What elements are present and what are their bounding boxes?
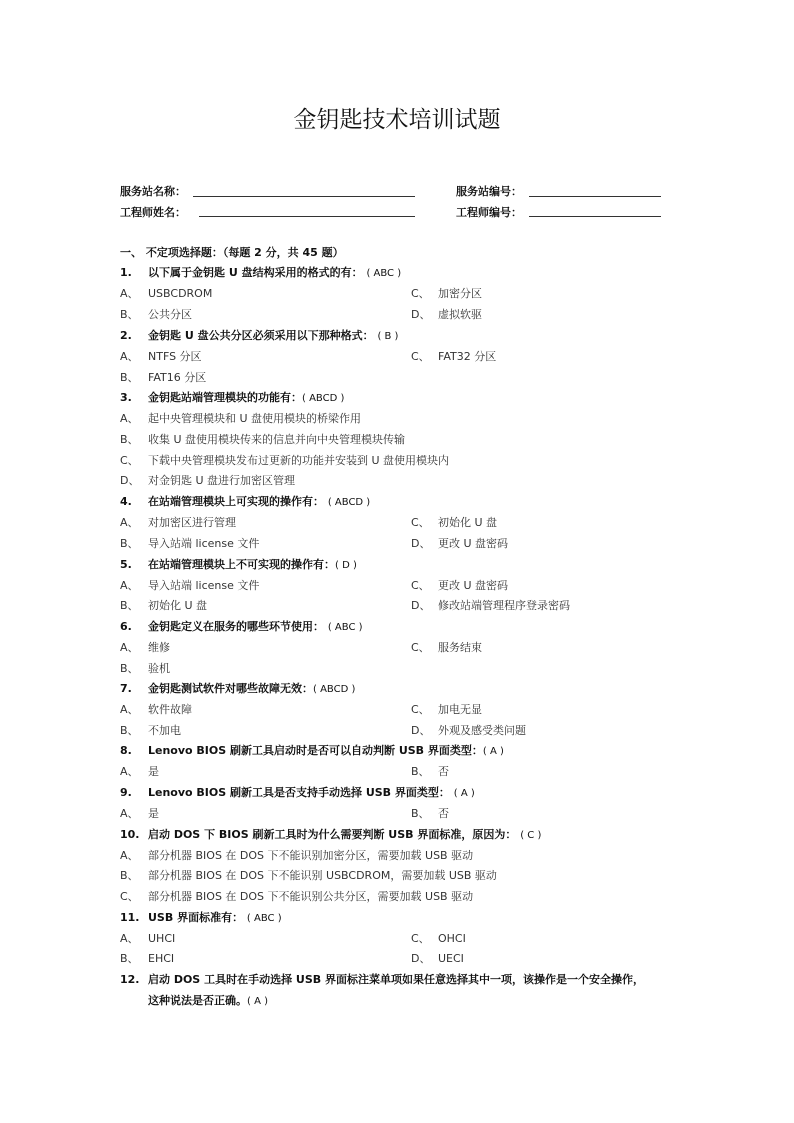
question-number: 4. xyxy=(120,495,132,508)
question-answer: ( A ) xyxy=(482,746,504,757)
option-letter: C、 xyxy=(120,454,139,467)
option-letter: A、 xyxy=(120,287,139,300)
option-letter: B、 xyxy=(120,433,139,446)
option-letter: C、 xyxy=(411,287,430,300)
option-text: 维修 xyxy=(148,641,170,654)
option-letter: B、 xyxy=(120,869,139,882)
question-text: 这种说法是否正确。( A ) xyxy=(148,994,269,1007)
question-number: 9. xyxy=(120,786,132,799)
option-letter: C、 xyxy=(411,350,430,363)
option-text: 更改 U 盘密码 xyxy=(438,537,509,550)
option-letter: A、 xyxy=(120,932,139,945)
question-number: 8. xyxy=(120,744,132,757)
option-letter: D、 xyxy=(411,952,431,965)
option-letter: D、 xyxy=(411,724,431,737)
engineer-no-line[interactable] xyxy=(529,216,661,217)
station-name-line[interactable] xyxy=(193,196,415,197)
question-text: 金钥匙 U 盘公共分区必须采用以下那种格式： ( B ) xyxy=(148,329,399,342)
option-letter: B、 xyxy=(120,952,139,965)
question-number: 12. xyxy=(120,973,140,986)
option-letter: A、 xyxy=(120,703,139,716)
question-answer: ( C ) xyxy=(520,830,542,841)
option-letter: C、 xyxy=(411,932,430,945)
option-text: 服务结束 xyxy=(438,641,482,654)
option-text: 否 xyxy=(438,765,449,778)
option-text: UHCI xyxy=(148,932,176,945)
question-answer: ( D ) xyxy=(335,560,357,571)
option-letter: D、 xyxy=(411,308,431,321)
option-letter: A、 xyxy=(120,350,139,363)
question-answer: ( A ) xyxy=(453,788,475,799)
section-title: 一、 不定项选择题：（每题 2 分，共 45 题） xyxy=(120,246,344,259)
question-answer: ( A ) xyxy=(247,996,269,1007)
option-text: 对加密区进行管理 xyxy=(148,516,236,529)
option-letter: B、 xyxy=(120,724,139,737)
option-text: 部分机器 BIOS 在 DOS 下不能识别加密分区，需要加载 USB 驱动 xyxy=(148,849,474,862)
question-text: 启动 DOS 工具时在手动选择 USB 界面标注菜单项如果任意选择其中一项，该操作是一个安全操作， xyxy=(148,973,644,986)
station-name-label: 服务站名称： xyxy=(120,185,186,198)
station-no-label: 服务站编号： xyxy=(456,185,522,198)
option-letter: B、 xyxy=(120,599,139,612)
option-letter: B、 xyxy=(411,765,430,778)
option-letter: D、 xyxy=(411,599,431,612)
option-text: 初始化 U 盘 xyxy=(438,516,498,529)
question-text: 金钥匙定义在服务的哪些环节使用： ( ABC ) xyxy=(148,620,363,633)
option-letter: A、 xyxy=(120,807,139,820)
station-no-line[interactable] xyxy=(529,196,661,197)
option-text: 对金钥匙 U 盘进行加密区管理 xyxy=(148,474,296,487)
question-number: 2. xyxy=(120,329,132,342)
engineer-no-label: 工程师编号： xyxy=(456,206,522,219)
option-letter: A、 xyxy=(120,516,139,529)
option-letter: B、 xyxy=(120,371,139,384)
option-text: 修改站端管理程序登录密码 xyxy=(438,599,570,612)
option-text: 收集 U 盘使用模块传来的信息并向中央管理模块传输 xyxy=(148,433,406,446)
option-text: 软件故障 xyxy=(148,703,192,716)
option-text: OHCI xyxy=(438,932,466,945)
question-answer: ( ABC ) xyxy=(327,622,363,633)
option-text: 导入站端 license 文件 xyxy=(148,537,260,550)
option-letter: C、 xyxy=(120,890,139,903)
option-text: 导入站端 license 文件 xyxy=(148,579,260,592)
question-text: Lenovo BIOS 刷新工具启动时是否可以自动判断 USB 界面类型：( A ) xyxy=(148,744,504,757)
question-text: 金钥匙站端管理模块的功能有：( ABCD ) xyxy=(148,391,345,404)
question-number: 7. xyxy=(120,682,132,695)
option-text: 是 xyxy=(148,807,159,820)
question-text: 在站端管理模块上不可实现的操作有：( D ) xyxy=(148,558,357,571)
question-text: 在站端管理模块上可实现的操作有： ( ABCD ) xyxy=(148,495,371,508)
option-text: 虚拟软驱 xyxy=(438,308,482,321)
question-number: 3. xyxy=(120,391,132,404)
option-text: 部分机器 BIOS 在 DOS 下不能识别公共分区，需要加载 USB 驱动 xyxy=(148,890,474,903)
question-answer: ( B ) xyxy=(377,331,399,342)
question-answer: ( ABCD ) xyxy=(302,393,345,404)
option-text: 更改 U 盘密码 xyxy=(438,579,509,592)
option-letter: C、 xyxy=(411,703,430,716)
option-text: FAT32 分区 xyxy=(438,350,497,363)
question-number: 1. xyxy=(120,266,132,279)
option-text: 初始化 U 盘 xyxy=(148,599,208,612)
option-letter: B、 xyxy=(120,308,139,321)
question-text: 金钥匙测试软件对哪些故障无效：( ABCD ) xyxy=(148,682,356,695)
option-text: EHCI xyxy=(148,952,175,965)
option-text: USBCDROM xyxy=(148,287,213,300)
option-text: 下载中央管理模块发布过更新的功能并安装到 U 盘使用模块内 xyxy=(148,454,450,467)
engineer-name-label: 工程师姓名： xyxy=(120,206,186,219)
option-letter: D、 xyxy=(411,537,431,550)
option-letter: A、 xyxy=(120,412,139,425)
question-text: 以下属于金钥匙 U 盘结构采用的格式的有： ( ABC ) xyxy=(148,266,402,279)
option-text: 公共分区 xyxy=(148,308,192,321)
option-letter: B、 xyxy=(411,807,430,820)
question-text: USB 界面标准有： ( ABC ) xyxy=(148,911,282,924)
option-letter: B、 xyxy=(120,537,139,550)
option-letter: A、 xyxy=(120,641,139,654)
question-answer: ( ABC ) xyxy=(246,913,282,924)
question-text: Lenovo BIOS 刷新工具是否支持手动选择 USB 界面类型： ( A ) xyxy=(148,786,475,799)
option-letter: D、 xyxy=(120,474,140,487)
option-letter: C、 xyxy=(411,516,430,529)
option-text: 否 xyxy=(438,807,449,820)
option-text: 加密分区 xyxy=(438,287,482,300)
question-number: 6. xyxy=(120,620,132,633)
option-text: 是 xyxy=(148,765,159,778)
option-letter: C、 xyxy=(411,641,430,654)
page-title: 金钥匙技术培训试题 xyxy=(293,107,501,133)
question-number: 5. xyxy=(120,558,132,571)
engineer-name-line[interactable] xyxy=(199,216,415,217)
option-text: NTFS 分区 xyxy=(148,350,202,363)
option-letter: B、 xyxy=(120,662,139,675)
option-text: 不加电 xyxy=(148,724,181,737)
option-text: UECI xyxy=(438,952,464,965)
option-text: 加电无显 xyxy=(438,703,482,716)
option-text: FAT16 分区 xyxy=(148,371,207,384)
option-text: 起中央管理模块和 U 盘使用模块的桥梁作用 xyxy=(148,412,362,425)
option-letter: C、 xyxy=(411,579,430,592)
question-text: 启动 DOS 下 BIOS 刷新工具时为什么需要判断 USB 界面标准，原因为： ( C ) xyxy=(148,828,542,841)
option-letter: A、 xyxy=(120,579,139,592)
question-number: 11. xyxy=(120,911,140,924)
option-text: 外观及感受类问题 xyxy=(438,724,526,737)
question-answer: ( ABCD ) xyxy=(327,497,371,508)
option-text: 验机 xyxy=(148,662,170,675)
option-letter: A、 xyxy=(120,765,139,778)
question-number: 10. xyxy=(120,828,140,841)
option-letter: A、 xyxy=(120,849,139,862)
question-answer: ( ABC ) xyxy=(366,268,402,279)
question-answer: ( ABCD ) xyxy=(313,684,356,695)
option-text: 部分机器 BIOS 在 DOS 下不能识别 USBCDROM，需要加载 USB 驱动 xyxy=(148,869,497,882)
